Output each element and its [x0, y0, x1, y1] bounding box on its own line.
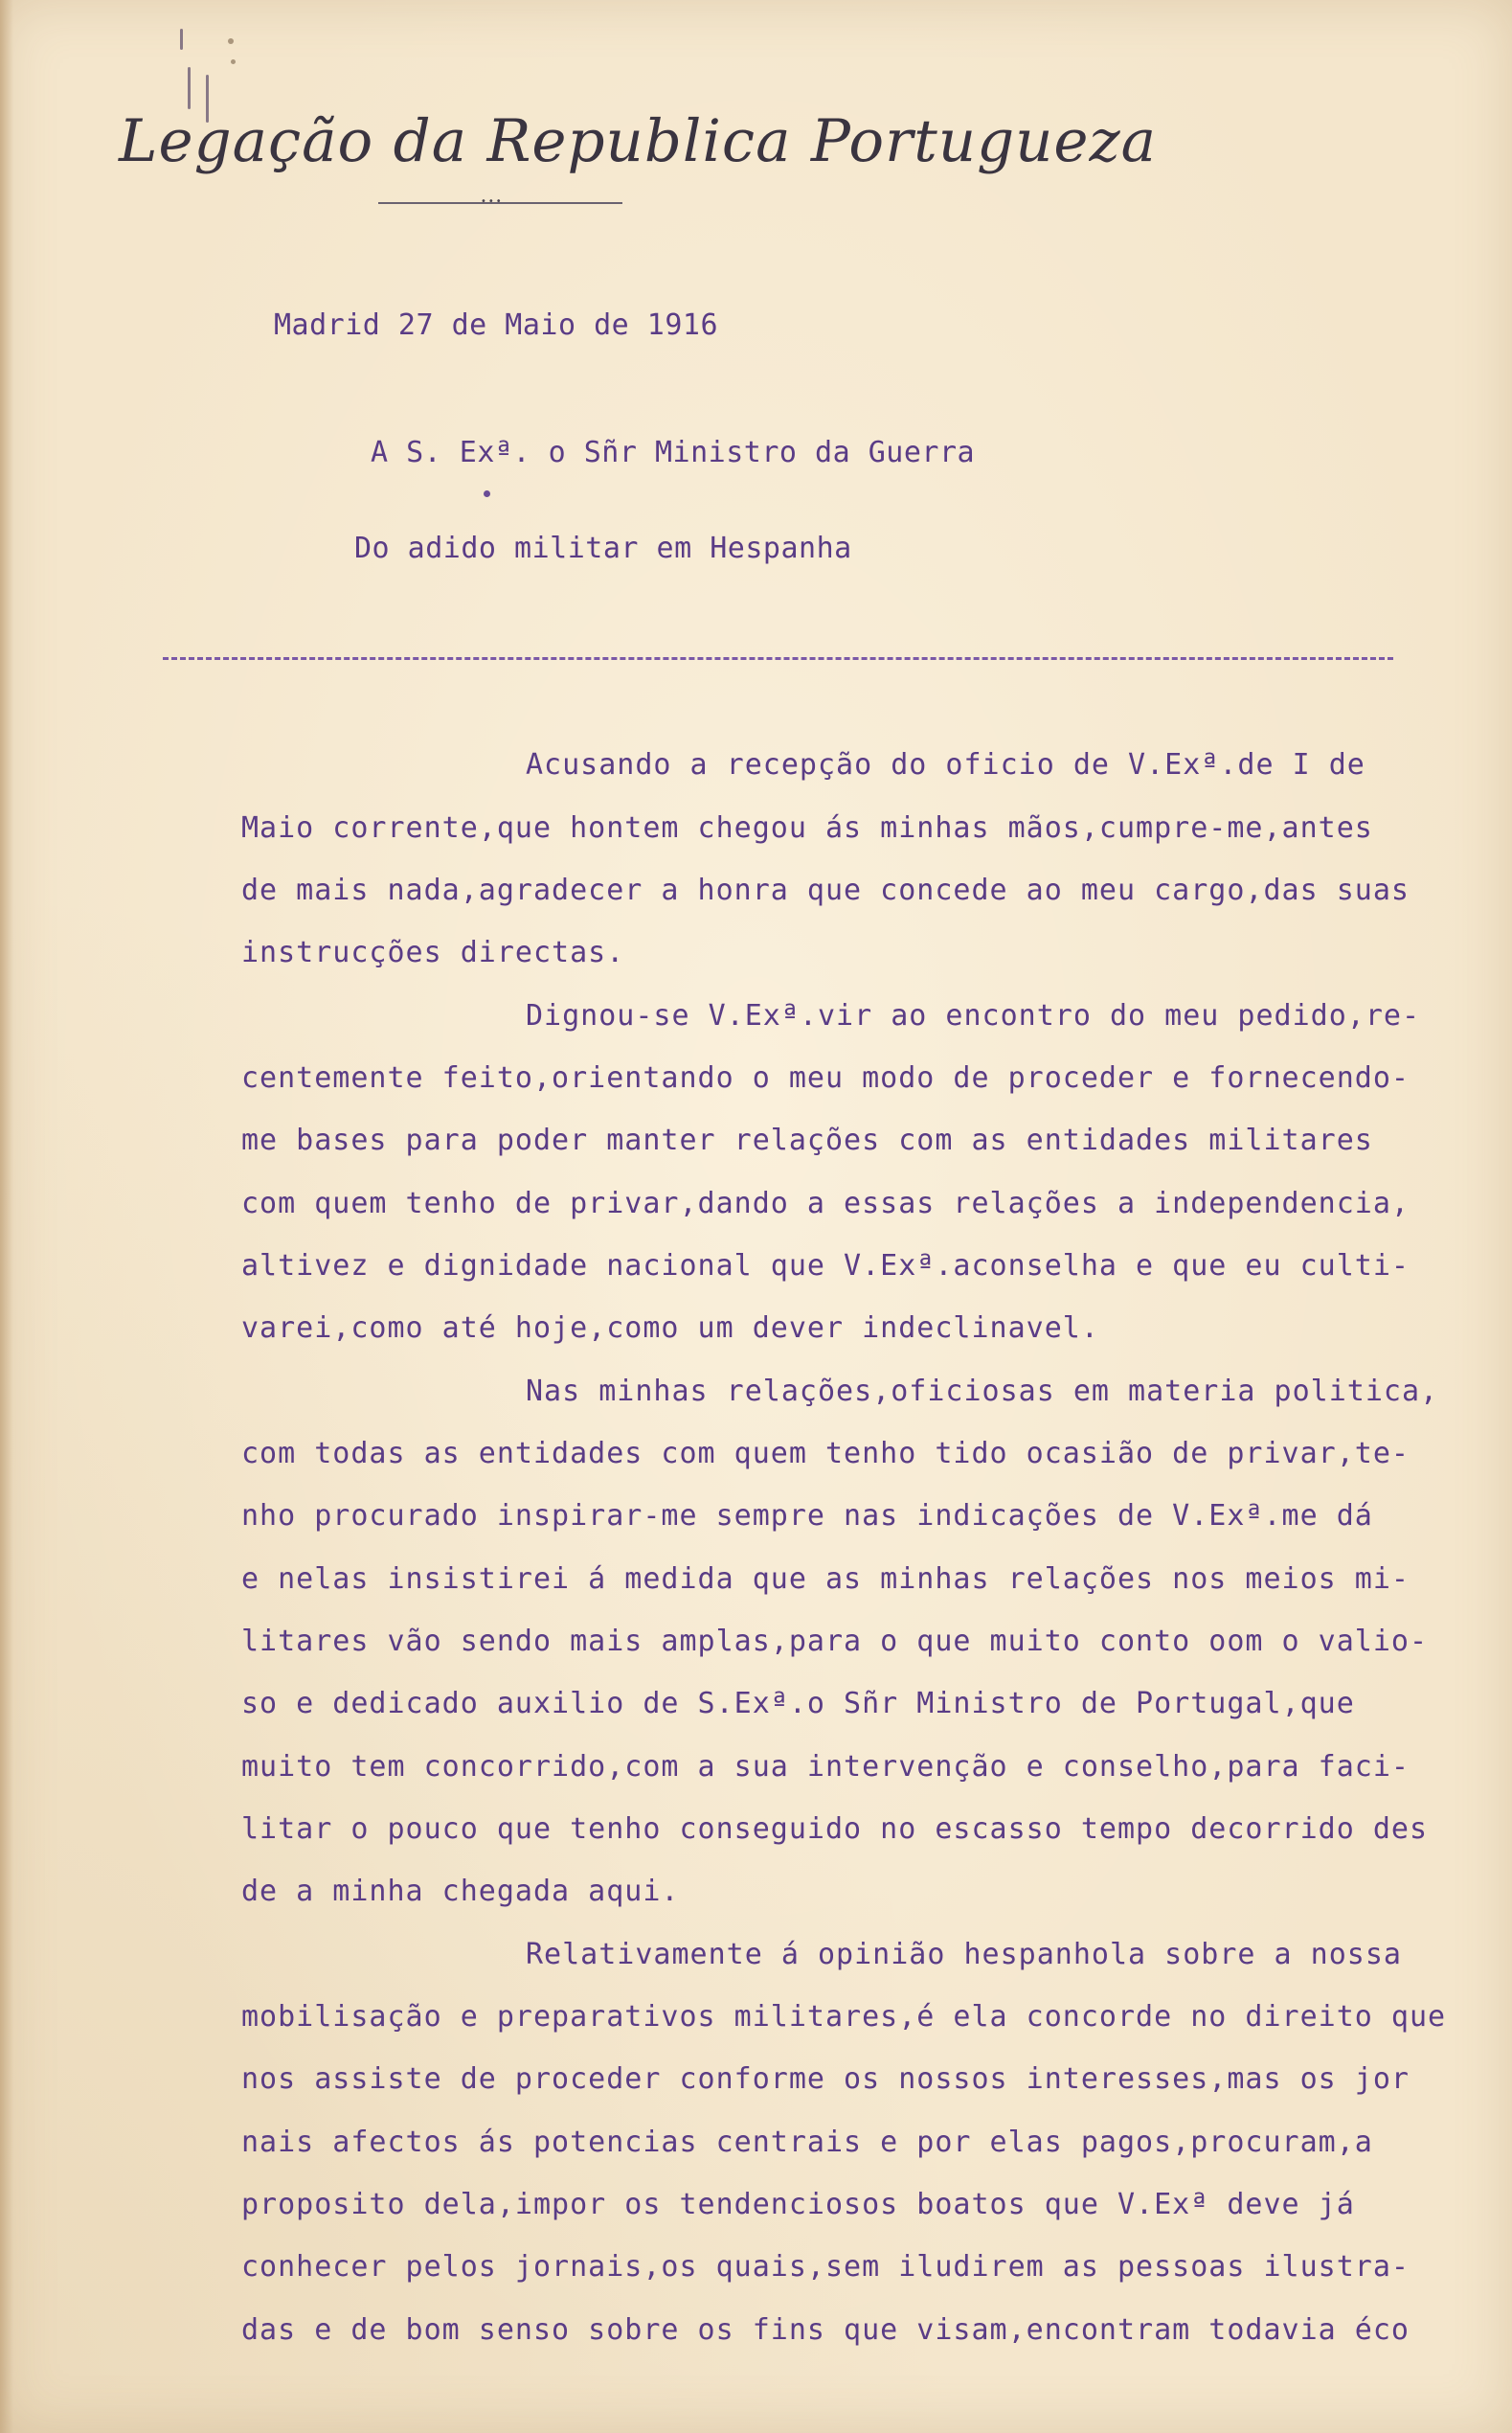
body-line: instrucções directas. — [241, 936, 625, 969]
body-line: Maio corrente,que hontem chegou ás minhas mãos,cumpre-me,antes — [241, 811, 1373, 845]
body-line: com quem tenho de privar,dando a essas relações a independencia, — [241, 1187, 1410, 1220]
sender-line: Do adido militar em Hespanha — [354, 532, 852, 565]
body-line: Nas minhas relações,oficiosas em materia politica, — [526, 1375, 1439, 1408]
body-line: Relativamente á opinião hespanhola sobre a nossa — [526, 1938, 1402, 1971]
body-line: nho procurado inspirar-me sempre nas indicações de V.Exª.me dá — [241, 1499, 1373, 1533]
body-line: de a minha chegada aqui. — [241, 1875, 680, 1908]
body-line: centemente feito,orientando o meu modo de proceder e fornecendo- — [241, 1061, 1410, 1095]
body-line: so e dedicado auxilio de S.Exª.o Sñr Ministro de Portugal,que — [241, 1687, 1355, 1720]
body-line: e nelas insistirei á medida que as minhas relações nos meios mi- — [241, 1562, 1410, 1596]
body-line: me bases para poder manter relações com as entidades militares — [241, 1124, 1373, 1157]
body-line: proposito dela,impor os tendenciosos boatos que V.Exª deve já — [241, 2188, 1355, 2221]
body-line: litar o pouco que tenho conseguido no escasso tempo decorrido des — [241, 1812, 1428, 1846]
body-line: Acusando a recepção do oficio de V.Exª.de I de — [526, 748, 1365, 782]
body-line: de mais nada,agradecer a honra que concede ao meu cargo,das suas — [241, 874, 1410, 907]
letterhead-rule-ornament: ••• — [481, 196, 504, 207]
addressee-line: A S. Exª. o Sñr Ministro da Guerra — [371, 436, 976, 469]
body-line: conhecer pelos jornais,os quais,sem iludirem as pessoas ilustra- — [241, 2250, 1410, 2284]
body-line: mobilisação e preparativos militares,é ela concorde no direito que — [241, 2000, 1447, 2034]
body-line: muito tem concorrido,com a sua intervenção e conselho,para faci- — [241, 1750, 1410, 1784]
body-line: nos assiste de proceder conforme os nossos interesses,mas os jor — [241, 2062, 1410, 2096]
body-line: varei,como até hoje,como um dever indeclinavel. — [241, 1311, 1099, 1345]
body-line: nais afectos ás potencias centrais e por elas pagos,procuram,a — [241, 2126, 1373, 2159]
body-line: litares vão sendo mais amplas,para o que muito conto oom o valio- — [241, 1625, 1428, 1658]
body-line: com todas as entidades com quem tenho tido ocasião de privar,te- — [241, 1437, 1410, 1470]
body-line: das e de bom senso sobre os fins que visam,encontram todavia éco — [241, 2313, 1410, 2347]
date-line: Madrid 27 de Maio de 1916 — [274, 308, 719, 342]
letterhead-title: Legação da Republica Portugueza — [119, 107, 1158, 175]
body-line: Dignou-se V.Exª.vir ao encontro do meu pedido,re- — [526, 999, 1421, 1033]
body-line: altivez e dignidade nacional que V.Exª.aconselha e que eu culti- — [241, 1249, 1410, 1283]
